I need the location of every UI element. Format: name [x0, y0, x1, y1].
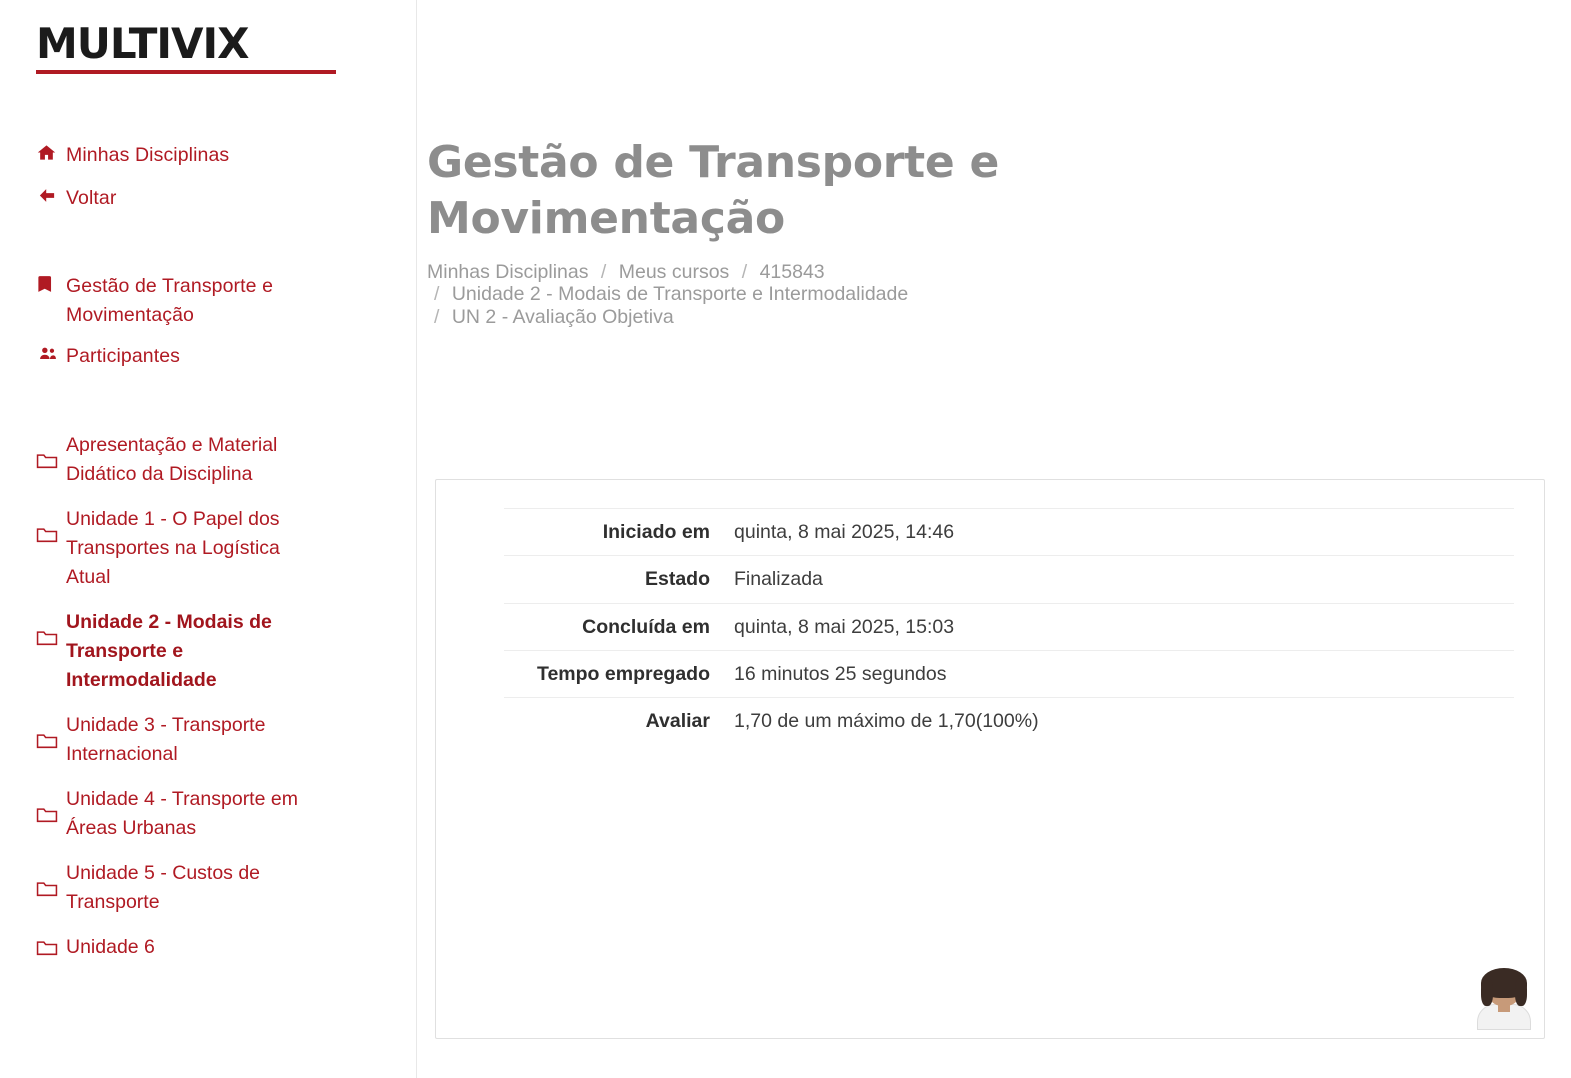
folder-icon: [36, 785, 66, 829]
sidebar-section-unidade-1[interactable]: [0, 497, 416, 600]
folder-icon: [36, 505, 66, 549]
summary-value: quinta, 8 mai 2025, 14:46: [734, 521, 955, 544]
sidebar-section-label: Unidade 1 - O Papel dos Transportes na Logística Atual: [66, 508, 280, 589]
sidebar-item-label: Voltar: [66, 187, 117, 210]
sidebar-section-label: Unidade 2 - Modais de Transporte e Intermodalidade: [66, 611, 272, 692]
sidebar-item-participantes[interactable]: [0, 336, 416, 377]
sidebar-item-course[interactable]: [0, 266, 416, 336]
table-row: [504, 556, 1514, 603]
sidebar-section-unidade-5[interactable]: [0, 851, 416, 925]
breadcrumb-item-quiz[interactable]: UN 2 - Avaliação Objetiva: [451, 306, 674, 329]
sidebar-section-unidade-2[interactable]: [0, 600, 416, 703]
sidebar-section-label: Unidade 6: [66, 936, 155, 959]
sidebar: [0, 0, 417, 1078]
sidebar-item-voltar[interactable]: [0, 177, 416, 220]
summary-value: Finalizada: [734, 568, 823, 591]
attempt-summary-table: [504, 508, 1514, 744]
breadcrumb-item-disciplinas[interactable]: Minhas Disciplinas: [427, 260, 589, 283]
summary-label: Tempo empregado: [537, 662, 710, 685]
sidebar-course-nav: [0, 266, 416, 377]
sidebar-section-label: Unidade 3 - Transporte Internacional: [66, 714, 266, 766]
folder-icon: [36, 711, 66, 755]
folder-icon: [36, 859, 66, 903]
main-content: [417, 0, 1571, 1078]
sidebar-section-label: Unidade 5 - Custos de Transporte: [66, 862, 261, 914]
breadcrumb-item-unidade[interactable]: Unidade 2 - Modais de Transporte e Intermodalidade: [451, 283, 909, 306]
logo-underline: [36, 70, 336, 74]
breadcrumb: [427, 262, 1187, 329]
sidebar-section-unidade-4[interactable]: [0, 777, 416, 851]
table-row: [504, 650, 1514, 697]
breadcrumb-separator: /: [434, 283, 440, 306]
assistant-avatar[interactable]: [1473, 968, 1535, 1030]
users-icon: [36, 342, 66, 363]
summary-value: quinta, 8 mai 2025, 15:03: [734, 615, 955, 638]
breadcrumb-item-course-id[interactable]: 415843: [759, 260, 825, 283]
summary-value: 1,70 de um máximo de 1,70(100%): [734, 710, 1039, 733]
avatar-hair-right: [1515, 978, 1527, 1006]
sidebar-section-unidade-3[interactable]: [0, 703, 416, 777]
sidebar-section-label: Apresentação e Material Didático da Disciplina: [66, 434, 278, 486]
folder-icon: [36, 608, 66, 652]
logo-text: MULTIVIX: [36, 19, 249, 68]
attempt-summary-card: [435, 479, 1545, 1039]
summary-label: Avaliar: [645, 710, 710, 733]
breadcrumb-separator: /: [434, 306, 440, 329]
sidebar-section-label: Unidade 4 - Transporte em Áreas Urbanas: [66, 788, 298, 840]
sidebar-item-label: Gestão de Transporte e Movimentação: [66, 275, 274, 327]
summary-label: Concluída em: [582, 615, 710, 638]
arrow-left-icon: [36, 184, 66, 205]
page-title: Gestão de Transporte e Movimentação: [427, 137, 1000, 245]
avatar-hair-left: [1481, 978, 1493, 1006]
summary-value: 16 minutos 25 segundos: [734, 662, 947, 685]
folder-icon: [36, 431, 66, 475]
logo[interactable]: [0, 0, 416, 74]
breadcrumb-item-cursos[interactable]: Meus cursos: [618, 260, 730, 283]
table-row: [504, 698, 1514, 745]
book-icon: [36, 272, 66, 294]
sidebar-item-label: Participantes: [66, 345, 181, 368]
table-row: [504, 509, 1514, 556]
sidebar-primary-nav: [0, 134, 416, 220]
home-icon: [36, 141, 66, 162]
table-row: [504, 603, 1514, 650]
sidebar-section-unidade-6[interactable]: [0, 925, 416, 970]
sidebar-item-label: Minhas Disciplinas: [66, 144, 230, 167]
sidebar-sections-nav: [0, 423, 416, 970]
summary-label: Iniciado em: [602, 521, 710, 544]
sidebar-section-apresentacao[interactable]: [0, 423, 416, 497]
folder-icon: [36, 933, 66, 962]
summary-label: Estado: [644, 568, 710, 591]
breadcrumb-separator: /: [741, 260, 748, 283]
breadcrumb-separator: /: [600, 260, 607, 283]
sidebar-item-minhas-disciplinas[interactable]: [0, 134, 416, 177]
